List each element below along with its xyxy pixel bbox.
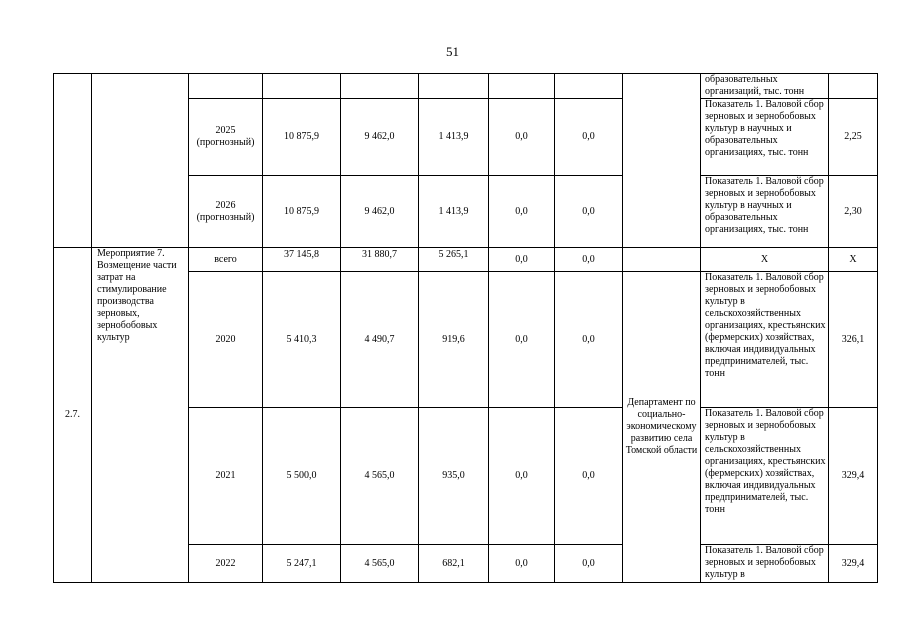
cell-indicator: Показатель 1. Валовой сбор зерновых и зернобобовых культур в научных и образовательных организациях, тыс. тонн	[701, 176, 829, 248]
cell-year: 2022	[189, 545, 263, 583]
cell-loc	[489, 74, 555, 99]
cell-loc: 0,0	[489, 545, 555, 583]
cell-indicator: Показатель 1. Валовой сбор зерновых и зернобобовых культур в научных и образовательных организациях, тыс. тонн	[701, 99, 829, 176]
cell-year: 2021	[189, 408, 263, 545]
cell-year: 2025 (прогнозный)	[189, 99, 263, 176]
program-table	[53, 73, 878, 583]
cell-indicator: X	[701, 248, 829, 272]
cell-year	[189, 74, 263, 99]
cell-fed: 9 462,0	[341, 176, 419, 248]
cell-reg: 682,1	[419, 545, 489, 583]
cell-name	[92, 74, 189, 248]
cell-extra: 0,0	[555, 408, 623, 545]
cell-department	[623, 74, 701, 248]
cell-extra: 0,0	[555, 248, 623, 272]
cell-extra	[555, 74, 623, 99]
cell-reg: 5 265,1	[419, 248, 489, 272]
cell-value: 2,25	[829, 99, 878, 176]
cell-total: 37 145,8	[263, 248, 341, 272]
cell-number: 2.7.	[54, 248, 92, 583]
cell-total: 10 875,9	[263, 176, 341, 248]
cell-year: 2026 (прогнозный)	[189, 176, 263, 248]
cell-year: всего	[189, 248, 263, 272]
table-row	[54, 74, 878, 99]
cell-department: Департамент по социально-экономическому развитию села Томской области	[623, 272, 701, 583]
cell-fed: 4 565,0	[341, 545, 419, 583]
cell-total: 10 875,9	[263, 99, 341, 176]
cell-loc: 0,0	[489, 272, 555, 408]
cell-extra: 0,0	[555, 545, 623, 583]
cell-year: 2020	[189, 272, 263, 408]
cell-fed: 4 565,0	[341, 408, 419, 545]
cell-reg: 1 413,9	[419, 176, 489, 248]
cell-fed: 4 490,7	[341, 272, 419, 408]
cell-value: 326,1	[829, 272, 878, 408]
cell-extra: 0,0	[555, 272, 623, 408]
page-number: 51	[446, 44, 459, 59]
cell-value: 2,30	[829, 176, 878, 248]
cell-number	[54, 74, 92, 248]
cell-department-spacer	[623, 248, 701, 272]
cell-indicator: Показатель 1. Валовой сбор зерновых и зернобобовых культур в	[701, 545, 829, 583]
cell-name: Мероприятие 7. Возмещение части затрат на стимулирование производства зерновых, зернобобовых культур	[92, 248, 189, 583]
cell-indicator: Показатель 1. Валовой сбор зерновых и зернобобовых культур в сельскохозяйственных организациях, крестьянских (фермерских) хозяйствах, включая индивидуальных предпринимателей, тыс. тонн	[701, 272, 829, 408]
cell-fed	[341, 74, 419, 99]
cell-indicator: Показатель 1. Валовой сбор зерновых и зернобобовых культур в сельскохозяйственных организациях, крестьянских (фермерских) хозяйствах, включая индивидуальных предпринимателей, тыс. тонн	[701, 408, 829, 545]
cell-extra: 0,0	[555, 176, 623, 248]
cell-reg: 1 413,9	[419, 99, 489, 176]
cell-extra: 0,0	[555, 99, 623, 176]
cell-indicator: образовательных организаций, тыс. тонн	[701, 74, 829, 99]
cell-loc: 0,0	[489, 99, 555, 176]
cell-value: 329,4	[829, 408, 878, 545]
table-row	[54, 248, 878, 272]
cell-reg: 935,0	[419, 408, 489, 545]
cell-fed: 31 880,7	[341, 248, 419, 272]
cell-total: 5 247,1	[263, 545, 341, 583]
cell-loc: 0,0	[489, 176, 555, 248]
cell-loc: 0,0	[489, 248, 555, 272]
cell-total: 5 410,3	[263, 272, 341, 408]
cell-loc: 0,0	[489, 408, 555, 545]
cell-fed: 9 462,0	[341, 99, 419, 176]
cell-value: 329,4	[829, 545, 878, 583]
cell-reg: 919,6	[419, 272, 489, 408]
cell-value: X	[829, 248, 878, 272]
cell-total: 5 500,0	[263, 408, 341, 545]
cell-total	[263, 74, 341, 99]
cell-value	[829, 74, 878, 99]
cell-reg	[419, 74, 489, 99]
